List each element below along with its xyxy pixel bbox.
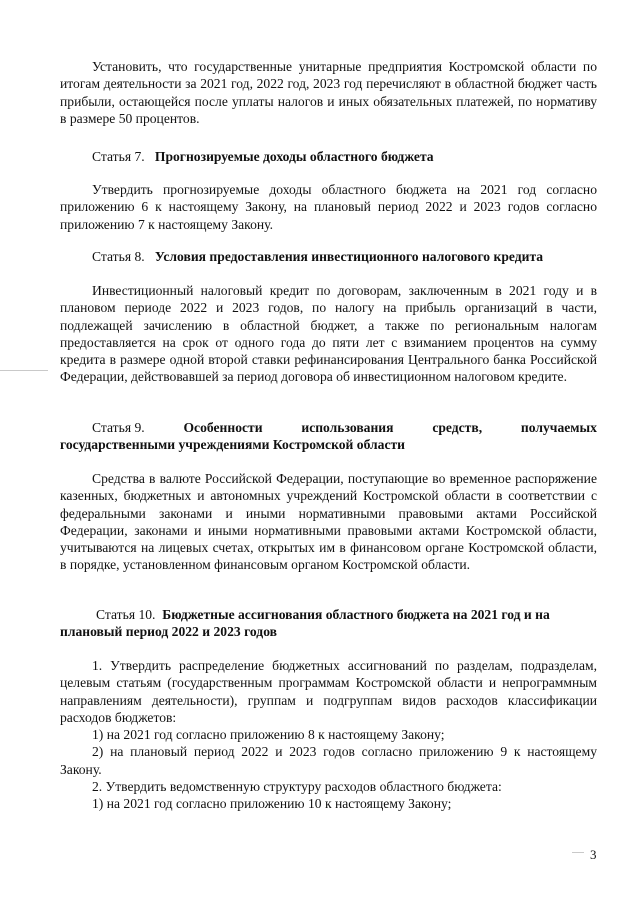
scan-artifact	[0, 370, 48, 371]
intro-section	[60, 58, 597, 127]
article-9-title-word: использования	[301, 420, 394, 435]
article-10-heading	[60, 606, 597, 641]
article-9-number: Статья 9.	[92, 420, 145, 435]
article-10-item: 1) на 2021 год согласно приложению 10 к настоящему Закону;	[92, 796, 452, 812]
article-7-heading	[60, 148, 597, 165]
article-9-title-word: Особенности	[183, 420, 263, 435]
article-9-paragraph: Средства в валюте Российской Федерации, поступающие во временное распоряжение казенных, бюджетных и автономных учреждений Костромской области в соответствии с федеральными законами и иными нормативными правовыми актами Российской Федерации, законами и иными нормативными правовыми актами Костромской области, учитываются на лицевых счетах, открытых им в финансовом органе Костромской области, в порядке, установленном финансовым органом Костромской области.	[60, 471, 597, 573]
article-9-heading	[60, 419, 597, 454]
page-number: 3	[590, 847, 597, 862]
article-10-item: 2) на плановый период 2022 и 2023 годов согласно приложению 9 к настоящему Закону.	[60, 744, 597, 777]
article-9-title-word: средств,	[432, 420, 483, 435]
article-10-item: 1. Утвердить распределение бюджетных ассигнований по разделам, подразделам, целевым статьям (государственным программам Костромской области и непрограммным направлениям деятельности), группам и подгруппам видов расходов классификации расходов бюджетов:	[60, 658, 597, 725]
article-7-body	[60, 181, 597, 233]
article-8-number: Статья 8.	[92, 249, 145, 264]
article-8-heading	[60, 248, 597, 265]
intro-paragraph: Установить, что государственные унитарные предприятия Костромской области по итогам деятельности за 2021 год, 2022 год, 2023 год перечисляют в областной бюджет часть прибыли, остающейся после уплаты налогов и иных обязательных платежей, по нормативу в размере 50 процентов.	[60, 59, 597, 126]
article-10-title: Бюджетные ассигнования областного бюджета на 2021 год и на плановый период 2022 и 2023 годов	[60, 607, 550, 640]
article-10-body	[60, 657, 597, 813]
article-10-item: 2. Утвердить ведомственную структуру расходов областного бюджета:	[92, 779, 502, 795]
article-9-title-word: получаемых	[520, 420, 597, 435]
article-10-item: 1) на 2021 год согласно приложению 8 к настоящему Закону;	[92, 727, 445, 743]
article-9-title-line2: государственными учреждениями Костромской области	[60, 437, 405, 453]
article-7-title: Прогнозируемые доходы областного бюджета	[154, 149, 434, 164]
article-10-number: Статья 10.	[96, 607, 156, 622]
scan-artifact	[572, 852, 584, 853]
article-8-title: Условия предоставления инвестиционного налогового кредита	[154, 249, 544, 264]
article-8-paragraph: Инвестиционный налоговый кредит по договорам, заключенным в 2021 году и в плановом периоде 2022 и 2023 годов, по налогу на прибыль организаций в части, подлежащей зачислению в областной бюджет, а также по региональным налогам предоставляется на срок от одного года до пяти лет с взиманием процентов на сумму кредита в размере одной второй ставки рефинансирования Центрального банка Российской Федерации, действовавшей за период договора об инвестиционном налоговом кредите.	[60, 283, 597, 385]
article-7-paragraph: Утвердить прогнозируемые доходы областного бюджета на 2021 год согласно приложению 6 к настоящему Закону, на плановый период 2022 и 2023 годов согласно приложению 7 к настоящему Закону.	[60, 182, 597, 232]
article-9-body	[60, 470, 597, 574]
article-7-number: Статья 7.	[92, 149, 145, 164]
article-8-body	[60, 282, 597, 386]
